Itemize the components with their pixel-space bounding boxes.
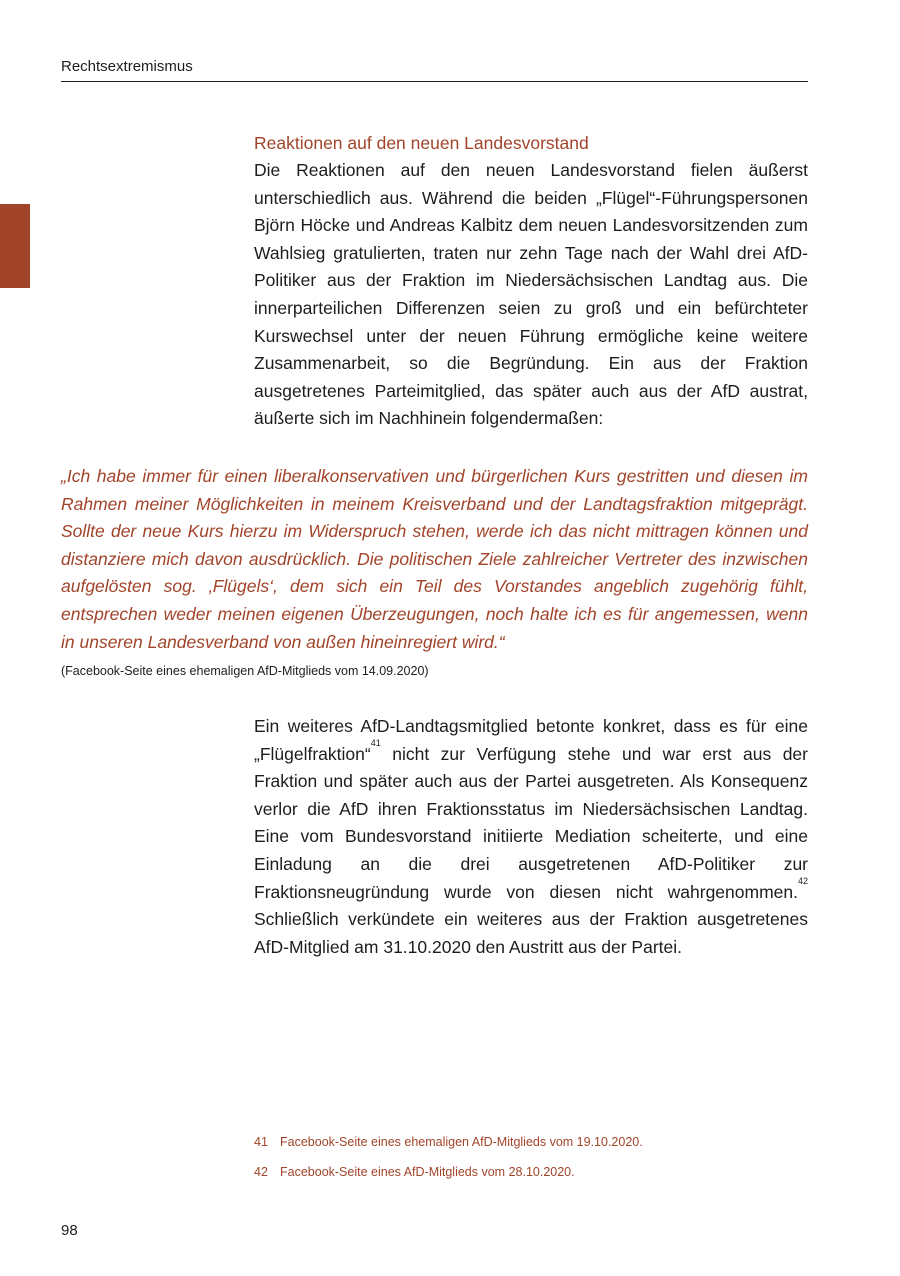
- chapter-marker: [0, 204, 30, 288]
- body-paragraph-1: Die Reaktionen auf den neuen Landesvorstand fielen äußerst unterschiedlich aus. Während die beiden „Flügel“-Führungspersonen Björn Höcke und Andreas Kalbitz dem neuen Landesvorsitzenden zum Wahlsieg gratulierten, traten nur zehn Tage nach der Wahl drei AfD-Politiker aus der Fraktion im Niedersächsischen Landtag aus. Die innerparteilichen Differenzen seien zu groß und ein befürchteter Kurswechsel unter der neuen Führung ermögliche keine weitere Zusammenarbeit, so die Begründung. Ein aus der Fraktion ausgetretenes Parteimitglied, das später auch aus der AfD austrat, äußerte sich im Nachhinein folgendermaßen:: [254, 160, 808, 429]
- footnote-ref-42[interactable]: 42: [797, 875, 808, 886]
- footnote-42: [254, 1165, 575, 1179]
- running-header: Rechtsextremismus: [61, 58, 193, 75]
- section-title: Reaktionen auf den neuen Landesvorstand: [254, 133, 589, 153]
- footnote-number: 41: [254, 1135, 268, 1149]
- paragraph-2-text-b: nicht zur Verfügung stehe und war erst aus der Fraktion und später auch aus der Partei ausgetreten. Als Konsequenz verlor die AfD ihren Fraktionsstatus im Niedersächsischen Landtag. Eine vom Bundesvorstand initiierte Mediation scheiterte, und eine Einladung an die drei ausgetretenen AfD-Politiker zur Fraktionsneugründung wurde von diesen nicht wahrgenommen.: [254, 743, 808, 902]
- paragraph-2-text-a: Ein weiteres AfD-Landtagsmitglied betonte konkret, dass es für eine „Flügelfraktion“: [254, 716, 808, 764]
- footnote-41: [254, 1135, 643, 1149]
- footnote-text: Facebook-Seite eines ehemaligen AfD-Mitglieds vom 19.10.2020.: [280, 1135, 643, 1149]
- footnote-number: 42: [254, 1165, 268, 1179]
- paragraph-2-text-c: Schließlich verkündete ein weiteres aus der Fraktion ausgetretenes AfD-Mitglied am 31.10.2020 den Austritt aus der Partei.: [254, 909, 808, 957]
- page-number: 98: [61, 1222, 78, 1239]
- footnote-ref-41[interactable]: 41: [370, 737, 381, 748]
- footnote-text: Facebook-Seite eines AfD-Mitglieds vom 28.10.2020.: [280, 1165, 575, 1179]
- body-paragraph-2: [254, 713, 808, 961]
- block-quote: „Ich habe immer für einen liberalkonservativen und bürgerlichen Kurs gestritten und diesen im Rahmen meiner Möglichkeiten in meinem Kreisverband und der Landtagsfraktion mitgeprägt. Sollte der neue Kurs hierzu im Widerspruch stehen, werde ich das nicht mittragen können und distanziere mich davon ausdrücklich. Die politischen Ziele zahlreicher Vertreter des inzwischen aufgelösten sog. ‚Flügels‘, dem sich ein Teil des Vorstandes angeblich zugehörig fühlt, entsprechen weder meinen eigenen Überzeugungen, noch halte ich es für angemessen, wenn in unseren Landesverband von außen hineinregiert wird.“: [61, 466, 808, 652]
- quote-source: (Facebook-Seite eines ehemaligen AfD-Mitglieds vom 14.09.2020): [61, 664, 429, 678]
- header-rule: [61, 81, 808, 82]
